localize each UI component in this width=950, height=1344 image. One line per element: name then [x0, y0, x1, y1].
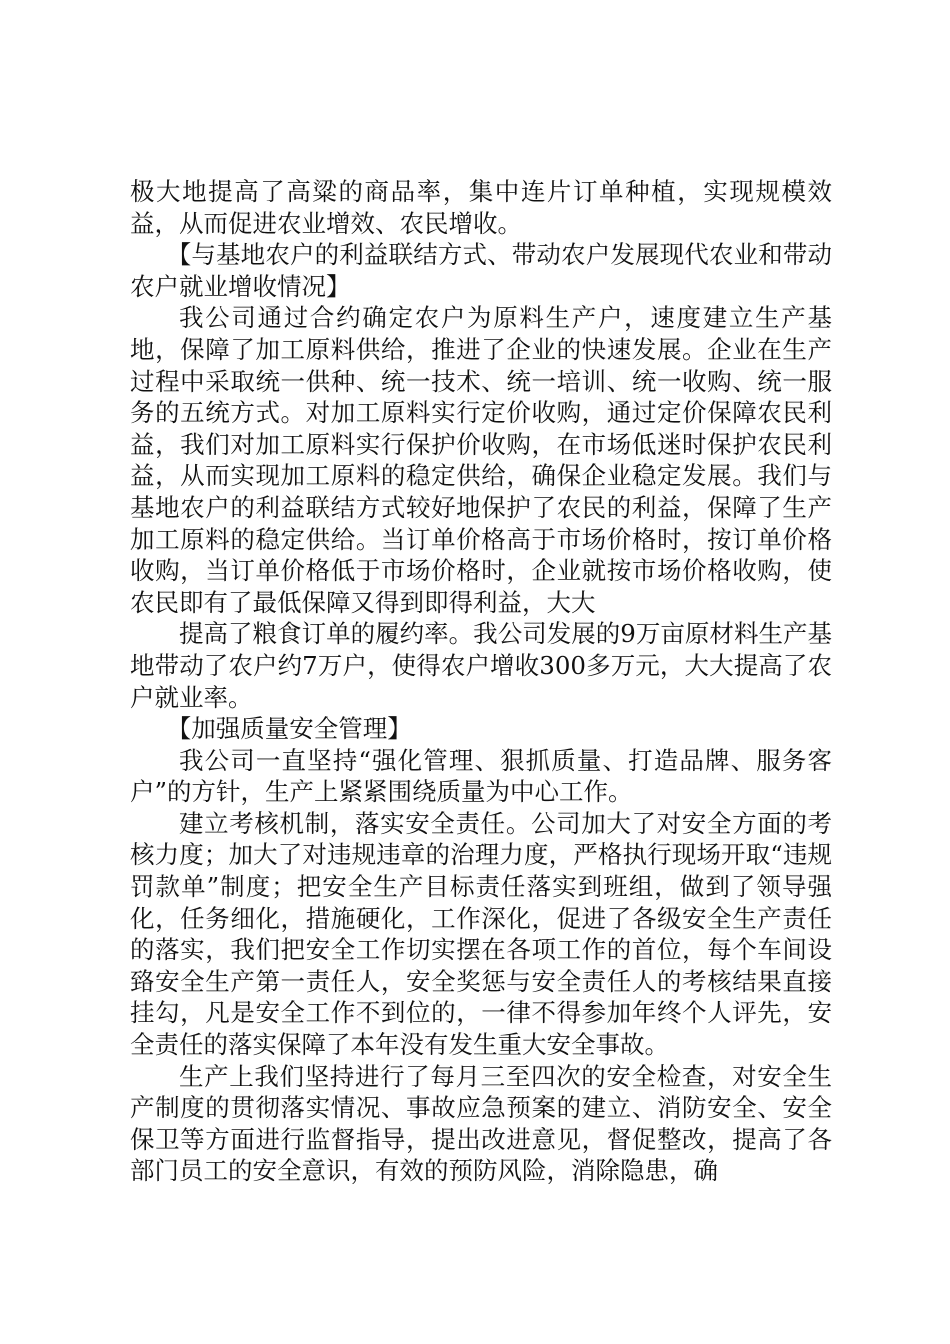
paragraph-continuation: 极大地提高了高粱的商品率，集中连片订单种植，实现规模效益，从而促进农业增效、农民增收。 [130, 177, 832, 238]
paragraph-assessment-mechanism: 建立考核机制，落实安全责任。公司加大了对安全方面的考核力度；加大了对违规违章的治理力度，严格执行现场开取“违规罚款单”制度；把安全生产目标责任落实到班组，做到了领导强化，任务细化，措施硬化，工作深化，促进了各级安全生产责任的落实，我们把安全工作切实摆在各项工作的首位，每个车间设臵安全生产第一责任人，安全奖惩与安全责任人的考核结果直接挂勾，凡是安全工作不到位的，一律不得参加年终个人评先，安全责任的落实保障了本年没有发生重大安全事故。 [130, 808, 832, 1060]
paragraph-policy: 我公司一直坚持“强化管理、狠抓质量、打造品牌、服务客户”的方针，生产上紧紧围绕质量为中心工作。 [130, 745, 832, 807]
paragraph-contract-farming: 我公司通过合约确定农户为原料生产户，速度建立生产基地，保障了加工原料供给，推进了企业的快速发展。企业在生产过程中采取统一供种、统一技术、统一培训、统一收购、统一服务的五统方式。对加工原料实行定价收购，通过定价保障农民利益，我们对加工原料实行保护价收购，在市场低迷时保护农民利益，从而实现加工原料的稳定供给，确保企业稳定发展。我们与基地农户的利益联结方式较好地保护了农民的利益，保障了生产加工原料的稳定供给。当订单价格高于市场价格时，按订单价格收购，当订单价格低于市场价格时，企业就按市场价格收购，使农民即有了最低保障又得到即得利益，大大 [130, 303, 832, 617]
section-heading-quality-safety: 【加强质量安全管理】 [166, 714, 412, 744]
document-page [130, 176, 832, 1187]
paragraph-order-fulfillment: 提高了粮食订单的履约率。我公司发展的9万亩原材料生产基地带动了农户约7万户，使得农户增收300多万元，大大提高了农户就业率。 [130, 619, 832, 712]
paragraph-safety-inspection: 生产上我们坚持进行了每月三至四次的安全检查，对安全生产制度的贯彻落实情况、事故应急预案的建立、消防安全、安全保卫等方面进行监督指导，提出改进意见，督促整改，提高了各部门员工的安全意识，有效的预防风险，消除隐患，确 [130, 1061, 832, 1186]
section-heading-farmer-benefits: 【与基地农户的利益联结方式、带动农户发展现代农业和带动农户就业增收情况】 [130, 240, 832, 301]
